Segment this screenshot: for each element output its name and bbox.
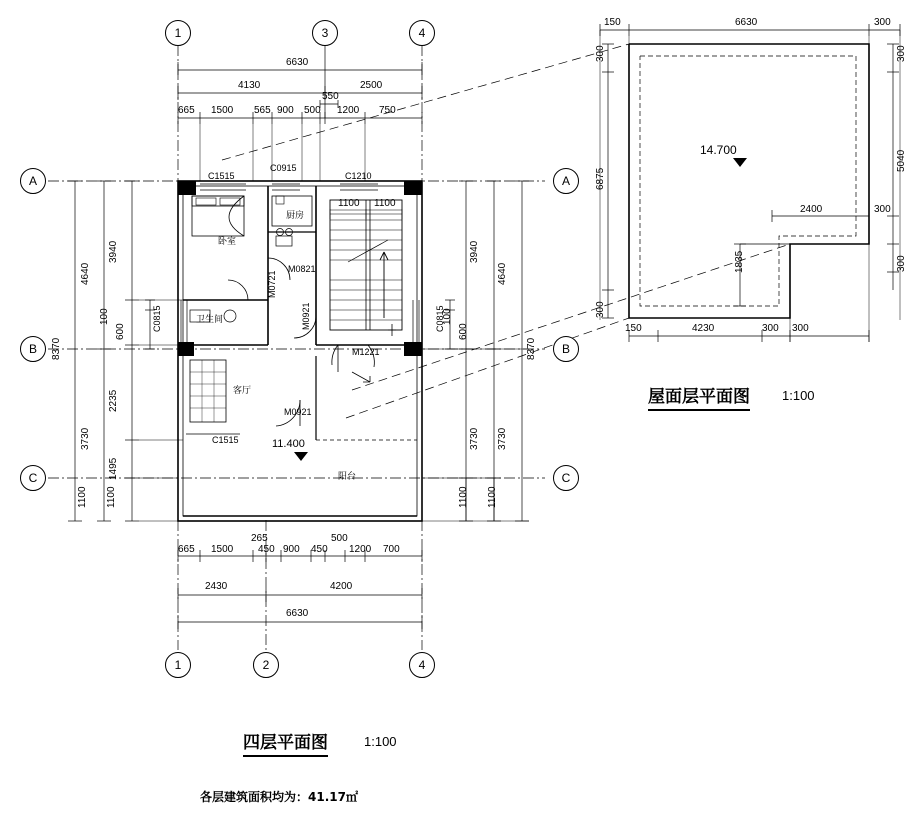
door-tag-m0821: M0821	[288, 264, 316, 274]
dim-left-3940: 3940	[108, 240, 119, 263]
dim-left-2235: 2235	[108, 389, 119, 412]
window-tag-c0815-right: C0815	[435, 305, 445, 332]
grid-bubble-top-3[interactable]	[312, 20, 338, 46]
window-tag-c1210: C1210	[345, 171, 372, 181]
dim-bottom-665: 665	[178, 544, 195, 555]
grid-bubble-label: B	[28, 342, 37, 356]
grid-bubble-right-b[interactable]	[553, 336, 579, 362]
dim-bottom-6630: 6630	[286, 608, 309, 619]
roof-dim-300-l2: 300	[595, 301, 606, 318]
grid-bubble-label: 1	[174, 658, 182, 672]
dim-right-4640: 4640	[497, 262, 508, 285]
roof-dim-300-top: 300	[874, 17, 891, 28]
roof-dim-150-top: 150	[604, 17, 621, 28]
dim-top-4130: 4130	[238, 80, 261, 91]
dim-bottom-2430: 2430	[205, 581, 228, 592]
roof-dim-300-l1: 300	[595, 45, 606, 62]
roof-dim-5040: 5040	[896, 149, 907, 172]
grid-bubble-label: 2	[262, 658, 270, 672]
dim-bottom-450b: 450	[311, 544, 328, 555]
grid-bubble-label: 4	[418, 26, 426, 40]
dim-top-565: 565	[254, 105, 271, 116]
roof-dim-150-bottom: 150	[625, 323, 642, 334]
dim-left-3730: 3730	[80, 427, 91, 450]
grid-bubble-top-1[interactable]	[165, 20, 191, 46]
elevation-roof: 14.700	[700, 143, 737, 157]
room-label-bathroom: 卫生间	[196, 315, 224, 325]
elevation-floor: 11.400	[272, 438, 305, 450]
dim-right-3730b: 3730	[469, 427, 480, 450]
dim-top-6630: 6630	[286, 57, 309, 68]
grid-bubble-label: A	[561, 174, 570, 188]
dim-right-3940: 3940	[469, 240, 480, 263]
grid-bubble-label: 4	[418, 658, 426, 672]
window-tag-c0815-left: C0815	[152, 305, 162, 332]
dim-bottom-1200: 1200	[349, 544, 372, 555]
dim-bottom-4200: 4200	[330, 581, 353, 592]
dim-right-1100a: 1100	[458, 486, 469, 508]
dim-right-100: 100	[442, 308, 453, 325]
grid-bubble-label: B	[561, 342, 570, 356]
window-tag-c0915: C0915	[270, 163, 297, 173]
roof-dim-300-b2: 300	[792, 323, 809, 334]
grid-bubble-label: A	[28, 174, 37, 188]
floor-plan-title	[243, 728, 328, 753]
elevation-triangle-roof	[733, 158, 747, 167]
dim-bottom-500: 500	[331, 533, 348, 544]
roof-dim-300-r2: 300	[896, 255, 907, 272]
grid-bubble-label: 3	[321, 26, 329, 40]
grid-bubble-bottom-4[interactable]	[409, 652, 435, 678]
dim-left-1495: 1495	[108, 457, 119, 480]
roof-plan-title-text: 屋面层平面图	[648, 387, 750, 411]
window-tag-c1515-bottom: C1515	[212, 435, 239, 445]
dim-top-1200: 1200	[337, 105, 360, 116]
dim-left-600: 600	[115, 323, 126, 340]
window-tag-c1515-top: C1515	[208, 171, 235, 181]
room-label-balcony: 阳台	[338, 472, 357, 482]
roof-dim-300-inner: 300	[874, 204, 891, 215]
grid-bubble-bottom-2[interactable]	[253, 652, 279, 678]
dim-stair-1100b: 1100	[374, 198, 396, 209]
grid-bubble-label: C	[561, 471, 571, 485]
dim-top-750: 750	[379, 105, 396, 116]
door-tag-m0921-b: M0921	[284, 407, 312, 417]
dim-right-8370: 8370	[526, 337, 537, 360]
grid-bubble-left-c[interactable]	[20, 465, 46, 491]
dim-bottom-900: 900	[283, 544, 300, 555]
dim-left-100: 100	[99, 308, 110, 325]
area-note: 各层建筑面积均为：41.17㎡	[200, 790, 358, 804]
roof-dim-6630: 6630	[735, 17, 758, 28]
roof-dim-6875: 6875	[595, 167, 606, 190]
room-label-kitchen: 厨房	[286, 211, 305, 221]
roof-dim-2400: 2400	[800, 204, 823, 215]
dim-bottom-700: 700	[383, 544, 400, 555]
dim-right-600: 600	[458, 323, 469, 340]
dim-top-1500: 1500	[211, 105, 234, 116]
grid-bubble-bottom-1[interactable]	[165, 652, 191, 678]
floor-plan-scale: 1:100	[364, 734, 397, 749]
door-tag-m0721: M0721	[267, 270, 277, 298]
dim-right-3730: 3730	[497, 427, 508, 450]
grid-bubble-label: 1	[174, 26, 182, 40]
floor-plan-title-text: 四层平面图	[243, 733, 328, 757]
door-tag-m0921-a: M0921	[301, 302, 311, 330]
dim-stair-1100a: 1100	[338, 198, 360, 209]
dim-left-4640: 4640	[80, 262, 91, 285]
room-label-living: 客厅	[233, 386, 252, 396]
dim-top-500: 500	[304, 105, 321, 116]
dim-bottom-265: 265	[251, 533, 268, 544]
dim-left-8370: 8370	[51, 337, 62, 360]
dim-bottom-450: 450	[258, 544, 275, 555]
roof-plan-title	[648, 382, 750, 407]
roof-dim-300-b1: 300	[762, 323, 779, 334]
grid-bubble-top-4[interactable]	[409, 20, 435, 46]
grid-bubble-left-b[interactable]	[20, 336, 46, 362]
dim-top-665: 665	[178, 105, 195, 116]
grid-bubble-right-c[interactable]	[553, 465, 579, 491]
grid-bubble-left-a[interactable]	[20, 168, 46, 194]
dim-left-1100a: 1100	[77, 486, 88, 508]
dim-top-550: 550	[322, 91, 339, 102]
roof-plan-scale: 1:100	[782, 388, 815, 403]
dim-bottom-1500: 1500	[211, 544, 234, 555]
roof-dim-1835: 1835	[734, 250, 745, 273]
dim-right-1100b: 1100	[487, 486, 498, 508]
roof-dim-300-r1: 300	[896, 45, 907, 62]
dim-top-2500: 2500	[360, 80, 383, 91]
room-label-bedroom: 卧室	[218, 237, 237, 247]
dim-top-900: 900	[277, 105, 294, 116]
door-tag-m1221: M1221	[352, 347, 380, 357]
grid-bubble-right-a[interactable]	[553, 168, 579, 194]
roof-dim-4230: 4230	[692, 323, 715, 334]
grid-bubble-label: C	[28, 471, 38, 485]
elevation-triangle-floor	[294, 452, 308, 461]
dim-left-1100b: 1100	[106, 486, 117, 508]
